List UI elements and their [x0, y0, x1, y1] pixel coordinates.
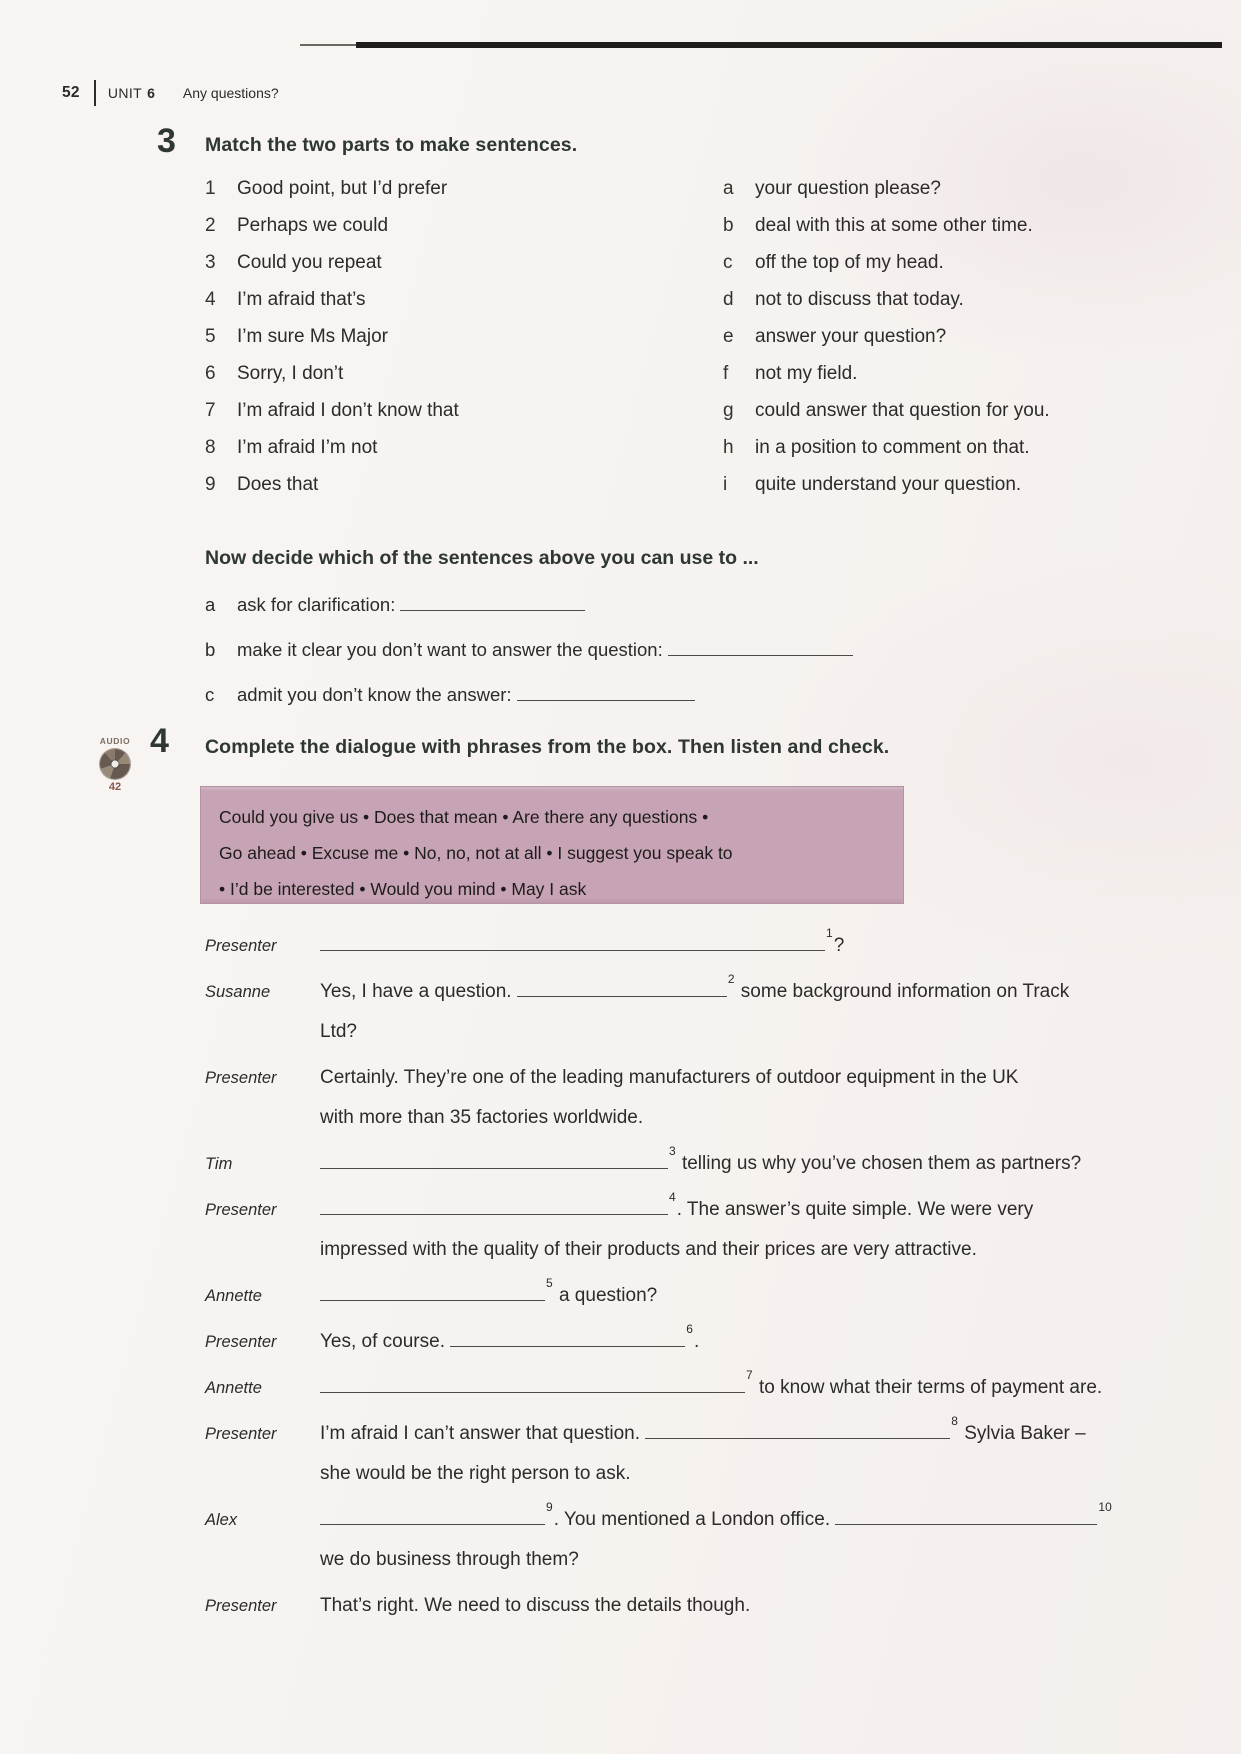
exercise-3-subtitle: Now decide which of the sentences above you can use to ... [205, 547, 759, 569]
task-letter: b [205, 639, 216, 660]
dialogue-turn [205, 1414, 1217, 1494]
dialogue-text: Ltd? [320, 1021, 357, 1042]
match-left-text: Does that [237, 474, 319, 495]
match-letter: g [723, 400, 734, 421]
dialogue [205, 926, 1217, 1632]
speaker-name: Presenter [205, 937, 277, 955]
dialogue-line [320, 1540, 1217, 1580]
dialogue-text: . [693, 1331, 700, 1352]
dialogue-text: a question? [553, 1285, 658, 1306]
match-right-text: quite understand your question. [755, 474, 1022, 495]
dialogue-content [320, 926, 1217, 966]
dialogue-text: Yes, of course. [320, 1331, 451, 1352]
dialogue-turn [205, 1500, 1217, 1580]
page-number: 52 [62, 84, 80, 101]
match-left-text: I’m sure Ms Major [237, 326, 388, 347]
match-letter: d [723, 289, 734, 310]
task-letter: c [205, 684, 215, 705]
phrase-line: • I’d be interested • Would you mind • May I ask [219, 879, 587, 899]
fill-in-blank [835, 1509, 1097, 1525]
exercise-3-title: Match the two parts to make sentences. [205, 134, 578, 156]
task-row [205, 627, 853, 672]
answer-blank [668, 640, 853, 656]
dialogue-text: . You mentioned a London office. [553, 1509, 836, 1530]
dialogue-content [320, 1190, 1217, 1270]
dialogue-line [320, 1454, 1217, 1494]
dialogue-text: impressed with the quality of their products and their prices are very attractive. [320, 1239, 977, 1260]
exercise-4-title: Complete the dialogue with phrases from the box. Then listen and check. [205, 736, 890, 758]
match-letter: i [723, 474, 728, 495]
dialogue-turn [205, 1144, 1217, 1184]
fill-in-blank [320, 1199, 668, 1215]
dialogue-turn [205, 1190, 1217, 1270]
speaker-name: Annette [205, 1379, 262, 1397]
page-header [62, 80, 279, 106]
match-left-text: I’m afraid that’s [237, 289, 366, 310]
match-left-text: Good point, but I’d prefer [237, 178, 448, 199]
match-number: 6 [205, 363, 216, 384]
fill-in-blank [645, 1423, 950, 1439]
audio-track-number: 42 [108, 781, 122, 793]
gap-number: 4 [669, 1189, 676, 1204]
unit-title: Any questions? [182, 85, 279, 101]
match-right-text: could answer that question for you. [755, 400, 1050, 421]
dialogue-line [320, 1144, 1217, 1184]
match-letter: f [723, 363, 729, 384]
dialogue-line [320, 1586, 1217, 1626]
dialogue-text: she would be the right person to ask. [320, 1463, 631, 1484]
gap-number: 5 [546, 1275, 553, 1290]
gap-number: 6 [686, 1321, 693, 1336]
match-number: 9 [205, 474, 216, 495]
dialogue-turn [205, 972, 1217, 1052]
task-row [205, 672, 853, 717]
match-letter: h [723, 437, 734, 458]
dialogue-text: we do business through them? [320, 1549, 579, 1570]
dialogue-text: Yes, I have a question. [320, 981, 517, 1002]
match-right-text: answer your question? [755, 326, 947, 347]
gap-number: 1 [826, 925, 833, 940]
match-left-text: Sorry, I don’t [237, 363, 344, 384]
fill-in-blank [517, 981, 727, 997]
dialogue-text: with more than 35 factories worldwide. [320, 1107, 644, 1128]
match-right-text: not to discuss that today. [755, 289, 964, 310]
speaker-name: Presenter [205, 1597, 277, 1615]
speaker-name: Alex [205, 1511, 238, 1529]
dialogue-content [320, 1144, 1217, 1184]
dialogue-text: telling us why you’ve chosen them as partners? [676, 1153, 1082, 1174]
fill-in-blank [450, 1331, 685, 1347]
dialogue-content [320, 1414, 1217, 1494]
speaker-name: Presenter [205, 1201, 277, 1219]
match-number: 8 [205, 437, 216, 458]
audio-label: AUDIO [99, 736, 131, 746]
dialogue-text: ? [833, 935, 845, 956]
dialogue-line [320, 1098, 1217, 1138]
dialogue-content [320, 1586, 1217, 1626]
fill-in-blank [320, 1285, 545, 1301]
header-divider [94, 80, 96, 106]
dialogue-text: . The answer’s quite simple. We were very [676, 1199, 1034, 1220]
fill-in-blank [320, 935, 825, 951]
answer-blank [400, 595, 585, 611]
match-left-text: Could you repeat [237, 252, 382, 273]
dialogue-line [320, 926, 1217, 966]
speaker-name: Presenter [205, 1069, 277, 1087]
dialogue-turn [205, 1368, 1217, 1408]
audio-badge [90, 736, 140, 793]
top-rule [356, 42, 1222, 48]
dialogue-line [320, 1012, 1217, 1052]
dialogue-content [320, 1322, 1217, 1362]
top-rule-fade [300, 44, 360, 46]
speaker-name: Presenter [205, 1333, 277, 1351]
task-list [205, 582, 853, 717]
dialogue-turn [205, 1586, 1217, 1626]
answer-blank [517, 685, 695, 701]
exercise-4-number: 4 [150, 722, 169, 760]
match-right-text: deal with this at some other time. [755, 215, 1033, 236]
task-text: admit you don’t know the answer: [237, 684, 517, 705]
match-number: 2 [205, 215, 216, 236]
gap-number: 7 [746, 1367, 753, 1382]
match-left-text: Perhaps we could [237, 215, 389, 236]
unit-label: UNIT [107, 85, 143, 101]
match-number: 3 [205, 252, 216, 273]
dialogue-line [320, 1058, 1217, 1098]
dialogue-line [320, 1500, 1217, 1540]
dialogue-content [320, 972, 1217, 1052]
match-right-text: your question please? [755, 178, 941, 199]
match-left-text: I’m afraid I’m not [237, 437, 378, 458]
dialogue-content [320, 1058, 1217, 1138]
match-number: 1 [205, 178, 216, 199]
dialogue-text: to know what their terms of payment are. [753, 1377, 1103, 1398]
gap-number: 3 [669, 1143, 676, 1158]
dialogue-turn [205, 926, 1217, 966]
task-text: make it clear you don’t want to answer the question: [237, 639, 668, 660]
dialogue-line [320, 1276, 1217, 1316]
match-right-text: not my field. [755, 363, 858, 384]
dialogue-turn [205, 1322, 1217, 1362]
match-letter: b [723, 215, 734, 236]
speaker-name: Tim [205, 1155, 233, 1173]
dialogue-turn [205, 1058, 1217, 1138]
fill-in-blank [320, 1153, 668, 1169]
match-letter: c [723, 252, 733, 273]
gap-number: 8 [951, 1413, 958, 1428]
speaker-name: Presenter [205, 1425, 277, 1443]
task-row [205, 582, 853, 627]
match-left-text: I’m afraid I don’t know that [237, 400, 459, 421]
dialogue-text: I’m afraid I can’t answer that question. [320, 1423, 646, 1444]
gap-number: 2 [727, 971, 735, 986]
match-number: 7 [205, 400, 216, 421]
dialogue-text: Sylvia Baker – [958, 1423, 1086, 1444]
dialogue-content [320, 1368, 1217, 1408]
dialogue-line [320, 1368, 1217, 1408]
gap-number: 10 [1098, 1499, 1112, 1514]
match-letter: e [723, 326, 734, 347]
dialogue-text: Certainly. They’re one of the leading manufacturers of outdoor equipment in the UK [320, 1067, 1019, 1088]
cd-icon [100, 749, 130, 779]
task-text: ask for clarification: [237, 594, 401, 615]
match-number: 4 [205, 289, 216, 310]
dialogue-text: That’s right. We need to discuss the details though. [320, 1595, 751, 1616]
dialogue-text: some background information on Track [735, 981, 1070, 1002]
exercise-3-number: 3 [157, 122, 176, 160]
dialogue-line [320, 1322, 1217, 1362]
dialogue-content [320, 1276, 1217, 1316]
match-letter: a [723, 178, 734, 199]
match-number: 5 [205, 326, 216, 347]
dialogue-line [320, 972, 1217, 1012]
phrase-line: Go ahead • Excuse me • No, no, not at all • I suggest you speak to [219, 843, 733, 863]
gap-number: 9 [546, 1499, 553, 1514]
task-letter: a [205, 594, 216, 615]
phrase-box [200, 786, 904, 904]
dialogue-line [320, 1230, 1217, 1270]
fill-in-blank [320, 1509, 545, 1525]
phrase-line: Could you give us • Does that mean • Are there any questions • [219, 807, 709, 827]
dialogue-turn [205, 1276, 1217, 1316]
match-right-text: off the top of my head. [755, 252, 944, 273]
speaker-name: Susanne [205, 983, 271, 1001]
dialogue-line [320, 1190, 1217, 1230]
match-list [205, 170, 1215, 503]
dialogue-content [320, 1500, 1217, 1580]
unit-number: 6 [147, 85, 155, 101]
speaker-name: Annette [205, 1287, 262, 1305]
fill-in-blank [320, 1377, 745, 1393]
dialogue-line [320, 1414, 1217, 1454]
match-right-text: in a position to comment on that. [755, 437, 1030, 458]
